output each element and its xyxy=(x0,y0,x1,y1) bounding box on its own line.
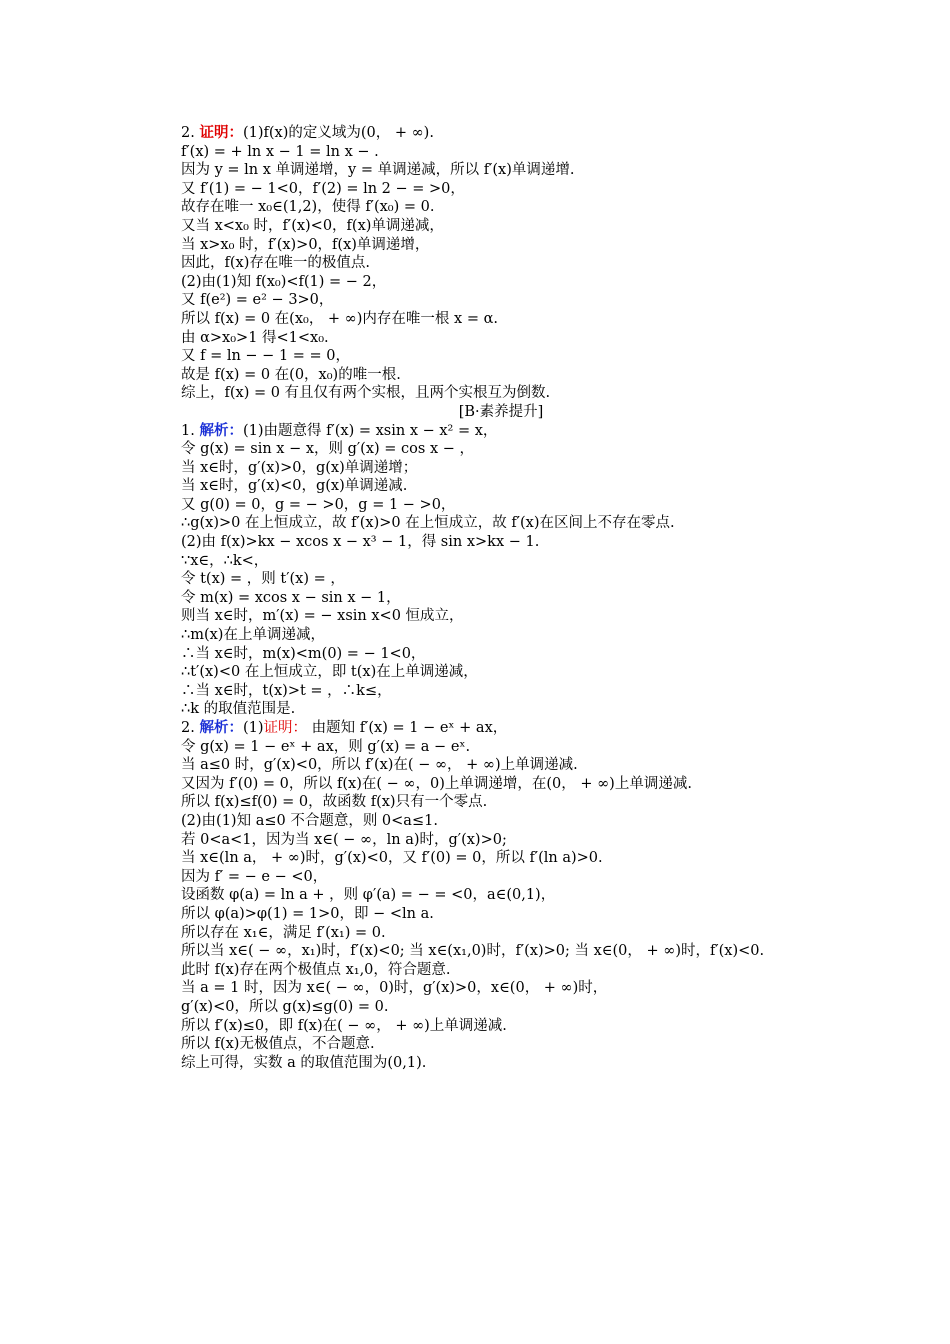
q1-line-13: ∴t′(x)<0 在上恒成立，即 t(x)在上单调递减， xyxy=(181,664,478,681)
p1-line-11: 由 α>x₀>1 得<1<x₀. xyxy=(181,329,329,346)
q2-line-8: 因为 f′ = − e − <0， xyxy=(181,868,328,885)
q2-line-10: 所以 φ(a)>φ(1) = 1>0，即 − <ln a. xyxy=(181,905,434,922)
q2-line-18: 综上可得，实数 a 的取值范围为(0,1). xyxy=(181,1054,427,1071)
p1-line-14: 综上，f(x) = 0 有且仅有两个实根，且两个实根互为倒数. xyxy=(181,385,551,402)
q2-line-5: (2)由(1)知 a≤0 不合题意，则 0<a≤1. xyxy=(181,812,438,829)
q2-number: 2. xyxy=(181,720,195,736)
p1-line-0 xyxy=(181,124,861,143)
q2-line-13: 此时 f(x)存在两个极值点 x₁,0，符合题意. xyxy=(181,961,451,978)
q1-line-4: 又 g(0) = 0，g = − >0，g = 1 − >0， xyxy=(181,496,456,513)
q1-line-1: 令 g(x) = sin x − x，则 g′(x) = cos x − ， xyxy=(181,441,474,458)
q2-line-17: 所以 f(x)无极值点，不合题意. xyxy=(181,1036,375,1053)
q1-line-3: 当 x∈时，g′(x)<0，g(x)单调递减. xyxy=(181,478,408,495)
p1-line-6: 当 x>x₀ 时，f′(x)>0，f(x)单调递增， xyxy=(181,236,430,253)
q2-body xyxy=(181,738,861,1073)
q1-line-2: 当 x∈时，g′(x)>0，g(x)单调递增； xyxy=(181,459,418,476)
p1-line-9: 又 f(e²) = e² − 3>0， xyxy=(181,292,334,309)
q2-line-11: 所以存在 x₁∈，满足 f′(x₁) = 0. xyxy=(181,924,386,941)
p1-line-7: 因此，f(x)存在唯一的极值点. xyxy=(181,255,370,272)
q2-line-12: 所以当 x∈( − ∞，x₁)时，f′(x)<0; 当 x∈(x₁,0)时，f′(x)>0; 当 x∈(0， + ∞)时，f′(x)<0. xyxy=(181,943,765,960)
q2-text-0: 由题知 f′(x) = 1 − eˣ + ax， xyxy=(311,720,508,736)
q1-line-10: 则当 x∈时，m′(x) = − xsin x<0 恒成立， xyxy=(181,608,464,625)
p1-line-2: 因为 y = ln x 单调递增，y = 单调递减，所以 f′(x)单调递增. xyxy=(181,162,575,179)
p1-line-13: 故是 f(x) = 0 在(0，x₀)的唯一根. xyxy=(181,366,401,383)
q2-line-6: 若 0<a<1，因为当 x∈( − ∞，ln a)时，g′(x)>0; xyxy=(181,831,507,848)
q2-line-1: 令 g(x) = 1 − eˣ + ax，则 g′(x) = a − eˣ. xyxy=(181,738,471,755)
p1-line-12: 又 f = ln − − 1 = = 0， xyxy=(181,348,351,365)
q2-line-9: 设函数 φ(a) = ln a + ，则 φ′(a) = − = <0，a∈(0,1)， xyxy=(181,887,556,904)
q1-text-0: (1)由题意得 f′(x) = xsin x − x² = x， xyxy=(242,422,498,439)
p1-line-3: 又 f′(1) = − 1<0，f′(2) = ln 2 − = >0， xyxy=(181,180,465,197)
q2-line-14: 当 a = 1 时，因为 x∈( − ∞，0)时，g′(x)>0，x∈(0， + ∞)时， xyxy=(181,980,608,997)
p1-body xyxy=(181,143,861,403)
q2-keyword: 解析： xyxy=(199,719,243,736)
q1-line-12: ∴当 x∈时，m(x)<m(0) = − 1<0， xyxy=(181,645,426,662)
document-page xyxy=(181,124,861,1072)
q1-line-14: ∴当 x∈时，t(x)>t = ，∴k≤， xyxy=(181,682,392,699)
q2-line-3: 又因为 f′(0) = 0，所以 f(x)在( − ∞，0)上单调递增，在(0， + ∞)上单调递减. xyxy=(181,775,692,792)
q2-line-0 xyxy=(181,719,861,738)
q2-line-4: 所以 f(x)≤f(0) = 0，故函数 f(x)只有一个零点. xyxy=(181,794,488,811)
q2-line-2: 当 a≤0 时，g′(x)<0，所以 f′(x)在( − ∞， + ∞)上单调递减. xyxy=(181,757,578,774)
q2-sub-keyword: 证明： xyxy=(263,720,307,736)
p1-line-1: f′(x) = + ln x − 1 = ln x − . xyxy=(181,143,379,160)
q1-line-9: 令 m(x) = xcos x − sin x − 1， xyxy=(181,589,401,606)
q1-line-15: ∴k 的取值范围是. xyxy=(181,701,296,718)
p1-keyword: 证明： xyxy=(199,124,243,141)
p1-number: 2. xyxy=(181,125,195,141)
q2-line-7: 当 x∈(ln a， + ∞)时，g′(x)<0，又 f′(0) = 0，所以 f′(ln a)>0. xyxy=(181,850,603,867)
p1-line-8: (2)由(1)知 f(x₀)<f(1) = − 2， xyxy=(181,273,387,290)
q1-body xyxy=(181,440,861,719)
q2-line-16: 所以 f′(x)≤0，即 f(x)在( − ∞， + ∞)上单调递减. xyxy=(181,1017,507,1034)
q1-line-5: ∴g(x)>0 在上恒成立，故 f′(x)>0 在上恒成立，故 f′(x)在区间上不存在零点. xyxy=(181,515,675,532)
p1-line-5: 又当 x<x₀ 时，f′(x)<0，f(x)单调递减， xyxy=(181,217,444,234)
p1-line-10: 所以 f(x) = 0 在(x₀， + ∞)内存在唯一根 x = α. xyxy=(181,310,498,327)
p1-line-4: 故存在唯一 x₀∈(1,2)，使得 f′(x₀) = 0. xyxy=(181,199,435,216)
section-heading: [B·素养提升] xyxy=(458,403,544,420)
q1-line-7: ∵x∈，∴k<， xyxy=(181,552,269,569)
p1-text-0: (1)f(x)的定义域为(0， + ∞). xyxy=(242,125,434,141)
q1-number: 1. xyxy=(181,422,195,439)
q2-line-15: g′(x)<0，所以 g(x)≤g(0) = 0. xyxy=(181,998,389,1015)
q1-keyword: 解析： xyxy=(199,421,243,439)
q2-prefix: (1) xyxy=(242,720,264,736)
q1-line-11: ∴m(x)在上单调递减， xyxy=(181,627,325,644)
q1-line-0 xyxy=(181,422,861,441)
q1-line-6: (2)由 f(x)>kx − xcos x − x³ − 1，得 sin x>kx − 1. xyxy=(181,534,540,551)
q1-line-8: 令 t(x) = ，则 t′(x) = ， xyxy=(181,571,345,588)
